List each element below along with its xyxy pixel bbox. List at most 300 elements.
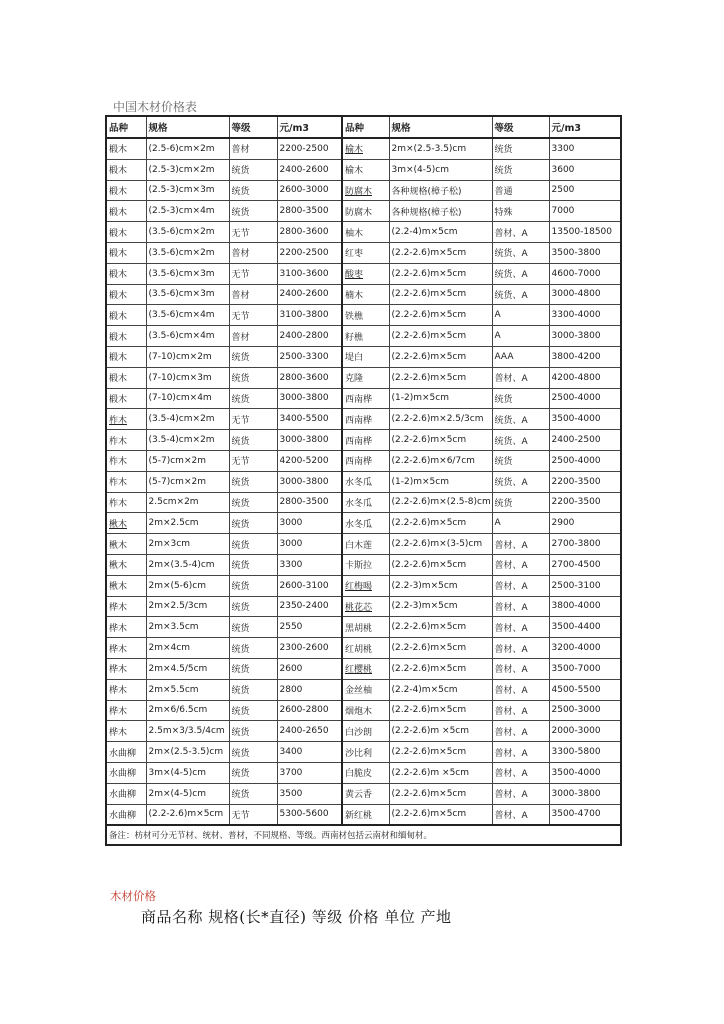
cell-variety-2: 沙比利 (342, 742, 389, 763)
cell-variety: 桦木 (106, 700, 146, 721)
cell-grade-2: 普材、A (492, 367, 549, 388)
table-row (106, 201, 621, 222)
cell-variety-2: 卡斯拉 (342, 554, 389, 575)
cell-grade: 统货 (229, 638, 277, 659)
cell-price-2: 3800-4000 (549, 596, 621, 617)
cell-price-2: 4500-5500 (549, 679, 621, 700)
cell-variety: 桦木 (106, 638, 146, 659)
cell-variety: 椴木 (106, 388, 146, 409)
cell-price-2: 2200-3500 (549, 471, 621, 492)
cell-price-2: 4200-4800 (549, 367, 621, 388)
cell-spec: (7-10)cm×2m (146, 346, 229, 367)
cell-spec-2: (2.2-3)m×5cm (389, 575, 492, 596)
cell-spec: 2m×(4-5)cm (146, 783, 229, 804)
cell-variety-2: 铁樵 (342, 305, 389, 326)
cell-grade-2: 普材、A (492, 783, 549, 804)
cell-grade: 统货 (229, 658, 277, 679)
cell-variety: 椴木 (106, 222, 146, 243)
cell-grade-2: 统货 (492, 388, 549, 409)
cell-variety: 柞木 (106, 450, 146, 471)
cell-variety: 柞木 (106, 409, 146, 430)
cell-spec-2: (2.2-2.6)m×5cm (389, 430, 492, 451)
page-title: 中国木材价格表 (113, 100, 198, 114)
table-row (106, 762, 621, 783)
cell-price-2: 3300-4000 (549, 305, 621, 326)
table-row (106, 159, 621, 180)
cell-price-2: 3200-4000 (549, 638, 621, 659)
cell-spec-2: (2.2-2.6)m×5cm (389, 638, 492, 659)
cell-price-2: 3500-4400 (549, 617, 621, 638)
cell-grade-2: A (492, 305, 549, 326)
cell-price-2: 2000-3000 (549, 721, 621, 742)
table-row (106, 409, 621, 430)
table-header-row (106, 116, 621, 138)
cell-price-2: 3500-4000 (549, 409, 621, 430)
cell-grade: 统货 (229, 534, 277, 555)
cell-spec-2: (2.2-3)m×5cm (389, 596, 492, 617)
cell-grade-2: 统货、A (492, 284, 549, 305)
table-row (106, 222, 621, 243)
cell-spec: (2.5-3)cm×3m (146, 180, 229, 201)
cell-spec-2: (2.2-2.6)m×2.5/3cm (389, 409, 492, 430)
cell-variety: 椴木 (106, 201, 146, 222)
cell-spec: 2m×3.5cm (146, 617, 229, 638)
cell-spec: (2.5-3)cm×2m (146, 159, 229, 180)
cell-variety: 椴木 (106, 305, 146, 326)
cell-variety-2: 红胡桃 (342, 638, 389, 659)
cell-price-2: 3500-4000 (549, 762, 621, 783)
cell-grade-2: 普材、A (492, 721, 549, 742)
cell-spec-2: (2.2-2.6)m×5cm (389, 263, 492, 284)
cell-variety: 椴木 (106, 326, 146, 347)
cell-grade-2: 普材、A (492, 222, 549, 243)
table-row (106, 367, 621, 388)
cell-price: 3100-3800 (277, 305, 342, 326)
cell-price-2: 13500-18500 (549, 222, 621, 243)
cell-variety-2: 西南桦 (342, 409, 389, 430)
cell-price-2: 2900 (549, 513, 621, 534)
cell-variety-2: 榆木 (342, 138, 389, 159)
table-row (106, 430, 621, 451)
cell-spec: 2m×4cm (146, 638, 229, 659)
cell-variety-2: 新红桃 (342, 804, 389, 825)
cell-price: 2550 (277, 617, 342, 638)
cell-variety: 柞木 (106, 492, 146, 513)
cell-grade-2: 普材、A (492, 575, 549, 596)
cell-grade-2: 普材、A (492, 617, 549, 638)
cell-variety: 椴木 (106, 180, 146, 201)
cell-price: 2600-3100 (277, 575, 342, 596)
cell-price-2: 3500-7000 (549, 658, 621, 679)
cell-grade-2: 统货、A (492, 409, 549, 430)
cell-spec: 2m×2.5/3cm (146, 596, 229, 617)
cell-variety-2: 黑胡桃 (342, 617, 389, 638)
cell-grade: 统货 (229, 742, 277, 763)
cell-spec: (3.5-4)cm×2m (146, 430, 229, 451)
cell-variety: 柞木 (106, 471, 146, 492)
cell-price: 3400 (277, 742, 342, 763)
cell-price-2: 3300-5800 (549, 742, 621, 763)
cell-price: 3100-3600 (277, 263, 342, 284)
cell-spec: (2.5-6)cm×2m (146, 138, 229, 159)
cell-grade-2: 普材、A (492, 804, 549, 825)
cell-price: 5300-5600 (277, 804, 342, 825)
cell-variety-2: 烟炮木 (342, 700, 389, 721)
cell-variety-2: 白脆皮 (342, 762, 389, 783)
cell-price-2: 2500-3000 (549, 700, 621, 721)
table-row (106, 138, 621, 159)
cell-grade: 无节 (229, 804, 277, 825)
cell-spec-2: (2.2-2.6)m×(3-5)cm (389, 534, 492, 555)
header-grade: 等级 (229, 116, 277, 138)
cell-spec-2: (2.2-2.6)m×5cm (389, 305, 492, 326)
cell-grade-2: 普材、A (492, 596, 549, 617)
section-label: 木材价格 (110, 889, 156, 903)
cell-variety-2: 水冬瓜 (342, 492, 389, 513)
cell-grade-2: AAA (492, 346, 549, 367)
header-variety: 品种 (106, 116, 146, 138)
cell-grade: 统货 (229, 783, 277, 804)
cell-price: 3300 (277, 554, 342, 575)
cell-variety: 椴木 (106, 242, 146, 263)
column-subheader: 商品名称 规格(长*直径) 等级 价格 单位 产地 (141, 908, 452, 926)
cell-grade-2: A (492, 326, 549, 347)
cell-variety-2: 红枣 (342, 242, 389, 263)
cell-price: 2800-3600 (277, 367, 342, 388)
cell-grade: 统货 (229, 180, 277, 201)
cell-price: 3400-5500 (277, 409, 342, 430)
cell-grade: 统货 (229, 471, 277, 492)
table-row (106, 284, 621, 305)
cell-spec-2: (2.2-2.6)m×5cm (389, 326, 492, 347)
cell-variety: 桦木 (106, 658, 146, 679)
cell-grade: 统货 (229, 596, 277, 617)
cell-grade-2: 普材、A (492, 554, 549, 575)
cell-spec: 2m×6/6.5cm (146, 700, 229, 721)
cell-grade-2: 普材、A (492, 700, 549, 721)
cell-grade: 无节 (229, 305, 277, 326)
cell-price-2: 3600 (549, 159, 621, 180)
cell-variety: 椴木 (106, 346, 146, 367)
cell-spec-2: (2.2-2.6)m×6/7cm (389, 450, 492, 471)
cell-grade-2: 普材、A (492, 762, 549, 783)
cell-spec: (3.5-6)cm×2m (146, 222, 229, 243)
table-row (106, 326, 621, 347)
cell-variety-2: 籽樵 (342, 326, 389, 347)
cell-variety: 椴木 (106, 263, 146, 284)
cell-price: 2350-2400 (277, 596, 342, 617)
cell-spec-2: (1-2)m×5cm (389, 471, 492, 492)
cell-variety-2: 水冬瓜 (342, 513, 389, 534)
cell-grade: 普材 (229, 242, 277, 263)
cell-price-2: 3000-3800 (549, 326, 621, 347)
table-row (106, 554, 621, 575)
cell-grade-2: 统货、A (492, 242, 549, 263)
cell-price: 3000-3800 (277, 388, 342, 409)
table-row (106, 388, 621, 409)
table-row (106, 596, 621, 617)
cell-spec: (3.5-6)cm×4m (146, 305, 229, 326)
cell-grade: 统货 (229, 201, 277, 222)
cell-grade-2: 统货、A (492, 471, 549, 492)
cell-grade-2: 普材、A (492, 638, 549, 659)
cell-spec-2: (2.2-2.6)m×5cm (389, 367, 492, 388)
cell-grade-2: 统货 (492, 159, 549, 180)
cell-grade-2: 统货、A (492, 263, 549, 284)
cell-grade: 普材 (229, 284, 277, 305)
cell-price: 2200-2500 (277, 138, 342, 159)
cell-variety-2: 西南桦 (342, 430, 389, 451)
cell-spec-2: (2.2-2.6)m×5cm (389, 804, 492, 825)
cell-price: 4200-5200 (277, 450, 342, 471)
cell-spec: (3.5-6)cm×3m (146, 263, 229, 284)
cell-grade: 统货 (229, 617, 277, 638)
cell-price: 2400-2600 (277, 159, 342, 180)
cell-variety-2: 酸枣 (342, 263, 389, 284)
cell-variety: 柞木 (106, 430, 146, 451)
cell-grade: 普材 (229, 138, 277, 159)
cell-grade: 统货 (229, 762, 277, 783)
cell-spec: (5-7)cm×2m (146, 471, 229, 492)
cell-price: 2800-3500 (277, 201, 342, 222)
cell-price: 2600-2800 (277, 700, 342, 721)
cell-spec-2: (2.2-2.6)m×5cm (389, 658, 492, 679)
cell-grade: 统货 (229, 388, 277, 409)
cell-variety-2: 楠木 (342, 284, 389, 305)
cell-spec: (2.2-2.6)m×5cm (146, 804, 229, 825)
cell-grade-2: 统货、A (492, 430, 549, 451)
cell-spec-2: (2.2-2.6)m×5cm (389, 284, 492, 305)
cell-grade: 统货 (229, 700, 277, 721)
table-row (106, 346, 621, 367)
cell-grade: 无节 (229, 263, 277, 284)
cell-variety-2: 克隆 (342, 367, 389, 388)
cell-grade-2: 统货 (492, 492, 549, 513)
cell-variety: 椴木 (106, 138, 146, 159)
cell-price: 2400-2650 (277, 721, 342, 742)
table-row (106, 721, 621, 742)
cell-variety-2: 水冬瓜 (342, 471, 389, 492)
cell-variety-2: 防腐木 (342, 180, 389, 201)
cell-variety-2: 西南桦 (342, 388, 389, 409)
cell-variety: 水曲柳 (106, 762, 146, 783)
cell-grade: 统货 (229, 554, 277, 575)
table-row (106, 679, 621, 700)
cell-variety: 桦木 (106, 721, 146, 742)
cell-grade: 统货 (229, 513, 277, 534)
cell-spec: (7-10)cm×3m (146, 367, 229, 388)
header-price: 元/m3 (277, 116, 342, 138)
cell-variety: 水曲柳 (106, 783, 146, 804)
cell-variety-2: 金丝柚 (342, 679, 389, 700)
cell-variety: 楸木 (106, 513, 146, 534)
cell-price: 3000 (277, 513, 342, 534)
table-row (106, 700, 621, 721)
cell-variety: 水曲柳 (106, 804, 146, 825)
cell-grade: 统货 (229, 159, 277, 180)
cell-price-2: 2500-4000 (549, 450, 621, 471)
cell-price: 2800-3600 (277, 222, 342, 243)
table-note: 备注：枋材可分无节材、统材、普材，不同规格、等级。西南材包括云南材和缅甸材。 (106, 825, 621, 845)
cell-price: 2400-2800 (277, 326, 342, 347)
cell-price: 2800-3500 (277, 492, 342, 513)
cell-variety: 椴木 (106, 159, 146, 180)
cell-variety-2: 防腐木 (342, 201, 389, 222)
cell-price: 3000-3800 (277, 430, 342, 451)
table-row (106, 450, 621, 471)
cell-price-2: 2700-4500 (549, 554, 621, 575)
cell-variety-2: 黄云香 (342, 783, 389, 804)
cell-grade-2: 统货 (492, 450, 549, 471)
cell-variety-2: 白沙朗 (342, 721, 389, 742)
cell-variety-2: 红樱桃 (342, 658, 389, 679)
cell-price: 3000 (277, 534, 342, 555)
cell-grade: 统货 (229, 492, 277, 513)
cell-grade: 统货 (229, 679, 277, 700)
header-price-2: 元/m3 (549, 116, 621, 138)
cell-spec: 2.5cm×2m (146, 492, 229, 513)
table-row (106, 263, 621, 284)
cell-grade: 统货 (229, 367, 277, 388)
cell-price-2: 3500-4700 (549, 804, 621, 825)
header-spec-2: 规格 (389, 116, 492, 138)
cell-grade-2: 普通 (492, 180, 549, 201)
table-row (106, 242, 621, 263)
table-row (106, 783, 621, 804)
header-variety-2: 品种 (342, 116, 389, 138)
cell-grade: 无节 (229, 222, 277, 243)
cell-spec-2: (2.2-2.6)m×5cm (389, 554, 492, 575)
cell-grade-2: 普材、A (492, 679, 549, 700)
cell-variety: 桦木 (106, 617, 146, 638)
cell-price-2: 2500 (549, 180, 621, 201)
cell-spec: 2.5m×3/3.5/4cm (146, 721, 229, 742)
cell-spec: (3.5-6)cm×4m (146, 326, 229, 347)
cell-variety-2: 桃花芯 (342, 596, 389, 617)
cell-variety-2: 白木莲 (342, 534, 389, 555)
cell-price: 2600 (277, 658, 342, 679)
cell-spec-2: 2m×(2.5-3.5)cm (389, 138, 492, 159)
cell-grade-2: 普材、A (492, 658, 549, 679)
header-grade-2: 等级 (492, 116, 549, 138)
cell-spec: 2m×3cm (146, 534, 229, 555)
cell-spec-2: (2.2-2.6)m×5cm (389, 242, 492, 263)
cell-spec-2: 各种规格(樟子松) (389, 201, 492, 222)
cell-price-2: 3000-3800 (549, 783, 621, 804)
cell-grade-2: 特殊 (492, 201, 549, 222)
cell-spec: 2m×5.5cm (146, 679, 229, 700)
cell-spec-2: (2.2-2.6)m×5cm (389, 783, 492, 804)
cell-grade: 统货 (229, 575, 277, 596)
table-row (106, 804, 621, 825)
cell-price: 2500-3300 (277, 346, 342, 367)
cell-price-2: 3500-3800 (549, 242, 621, 263)
cell-price: 3500 (277, 783, 342, 804)
cell-variety-2: 西南桦 (342, 450, 389, 471)
cell-variety-2: 红梅喝 (342, 575, 389, 596)
cell-grade: 统货 (229, 346, 277, 367)
table-row (106, 305, 621, 326)
cell-spec-2: (2.2-4)m×5cm (389, 679, 492, 700)
cell-variety: 楸木 (106, 534, 146, 555)
cell-spec-2: (1-2)m×5cm (389, 388, 492, 409)
cell-price: 2400-2600 (277, 284, 342, 305)
cell-variety: 桦木 (106, 679, 146, 700)
cell-spec-2: (2.2-2.6)m×5cm (389, 742, 492, 763)
table-row (106, 638, 621, 659)
cell-price-2: 7000 (549, 201, 621, 222)
table-row (106, 742, 621, 763)
cell-variety: 桦木 (106, 596, 146, 617)
cell-spec-2: (2.2-2.6)m ×5cm (389, 721, 492, 742)
cell-spec: (2.5-3)cm×4m (146, 201, 229, 222)
cell-price-2: 3000-4800 (549, 284, 621, 305)
cell-spec-2: (2.2-2.6)m×5cm (389, 700, 492, 721)
cell-grade: 无节 (229, 450, 277, 471)
cell-price-2: 3300 (549, 138, 621, 159)
table-row (106, 617, 621, 638)
table-row (106, 534, 621, 555)
cell-variety-2: 榆木 (342, 159, 389, 180)
cell-spec-2: (2.2-4)m×5cm (389, 222, 492, 243)
cell-price-2: 2500-4000 (549, 388, 621, 409)
cell-variety: 水曲柳 (106, 742, 146, 763)
cell-price-2: 2500-3100 (549, 575, 621, 596)
cell-spec: 2m×(2.5-3.5)cm (146, 742, 229, 763)
cell-spec: (3.5-6)cm×2m (146, 242, 229, 263)
cell-spec: (3.5-6)cm×3m (146, 284, 229, 305)
cell-grade-2: A (492, 513, 549, 534)
table-row (106, 180, 621, 201)
table-row (106, 575, 621, 596)
cell-price-2: 4600-7000 (549, 263, 621, 284)
cell-spec: (3.5-4)cm×2m (146, 409, 229, 430)
table-note-row (106, 825, 621, 845)
cell-grade: 普材 (229, 326, 277, 347)
cell-spec-2: (2.2-2.6)m ×5cm (389, 762, 492, 783)
cell-price-2: 2400-2500 (549, 430, 621, 451)
cell-price-2: 3800-4200 (549, 346, 621, 367)
cell-spec: 2m×(3.5-4)cm (146, 554, 229, 575)
cell-variety-2: 堤白 (342, 346, 389, 367)
table-row (106, 513, 621, 534)
cell-variety: 楸木 (106, 575, 146, 596)
cell-grade-2: 普材、A (492, 534, 549, 555)
cell-spec: (7-10)cm×4m (146, 388, 229, 409)
cell-price: 2200-2500 (277, 242, 342, 263)
cell-grade: 无节 (229, 409, 277, 430)
cell-grade-2: 普材、A (492, 742, 549, 763)
cell-spec-2: 3m×(4-5)cm (389, 159, 492, 180)
cell-spec-2: (2.2-2.6)m×5cm (389, 617, 492, 638)
cell-variety-2: 柚木 (342, 222, 389, 243)
cell-grade: 统货 (229, 721, 277, 742)
cell-spec-2: (2.2-2.6)m×5cm (389, 513, 492, 534)
cell-variety: 椴木 (106, 367, 146, 388)
cell-price-2: 2200-3500 (549, 492, 621, 513)
cell-price: 2300-2600 (277, 638, 342, 659)
cell-grade-2: 统货 (492, 138, 549, 159)
cell-spec: 2m×4.5/5cm (146, 658, 229, 679)
table-row (106, 492, 621, 513)
cell-price: 2800 (277, 679, 342, 700)
cell-spec-2: (2.2-2.6)m×5cm (389, 346, 492, 367)
cell-variety: 楸木 (106, 554, 146, 575)
cell-grade: 统货 (229, 430, 277, 451)
header-spec: 规格 (146, 116, 229, 138)
cell-spec: 2m×(5-6)cm (146, 575, 229, 596)
table-body (106, 138, 621, 825)
